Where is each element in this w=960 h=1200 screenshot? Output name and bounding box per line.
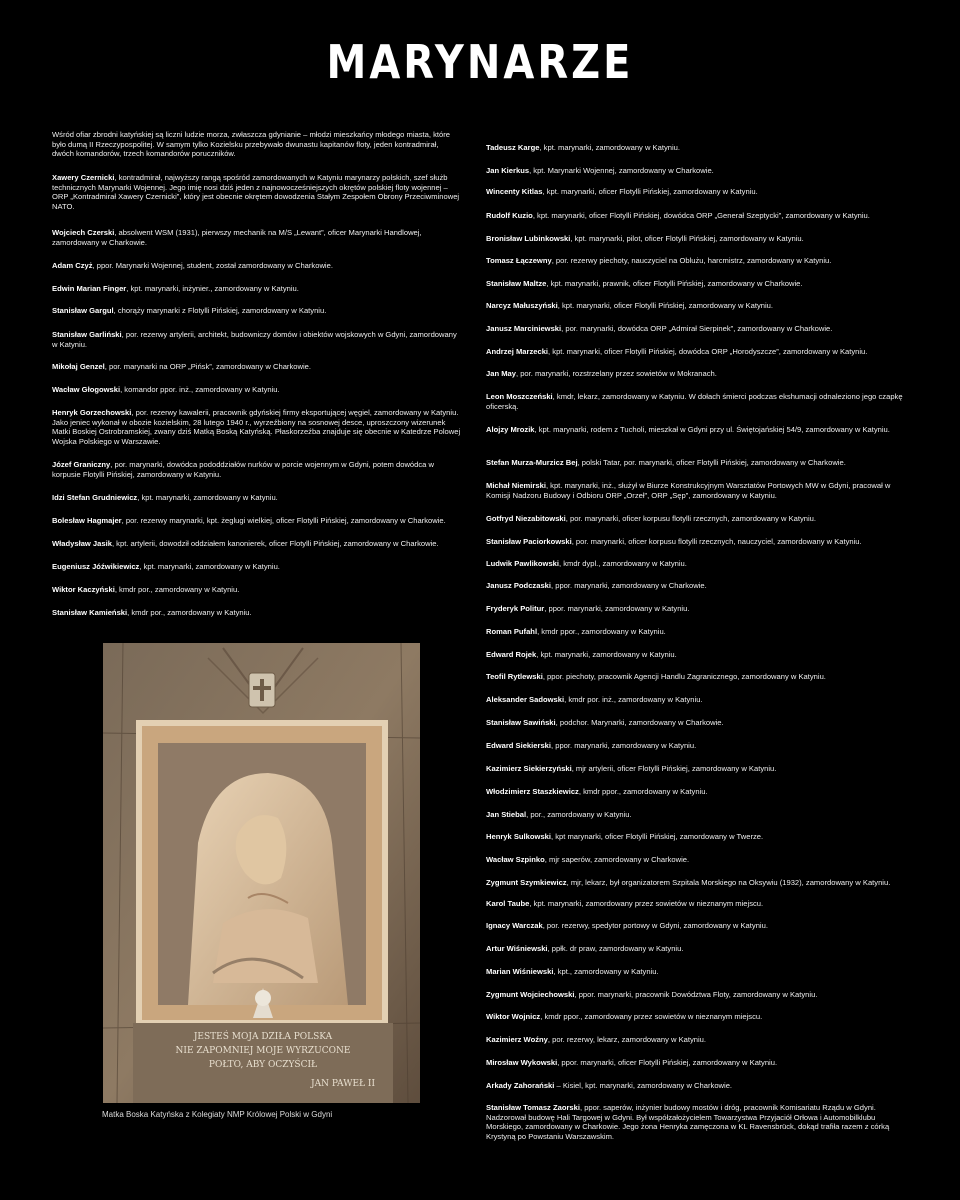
- person-name: Rudolf Kuzio: [486, 211, 533, 220]
- person-name: Artur Wiśniewski: [486, 944, 548, 953]
- person-name: Aleksander Sadowski: [486, 695, 565, 704]
- entry: [486, 810, 906, 820]
- entry-description: , kpt. marynarki, zamordowany w Katyniu.: [139, 562, 280, 571]
- person-name: Władysław Jasik: [52, 539, 112, 548]
- person-name: Bronisław Lubinkowski: [486, 234, 571, 243]
- person-name: Mirosław Wykowski: [486, 1058, 558, 1067]
- person-name: Janusz Marciniewski: [486, 324, 562, 333]
- entry: [52, 562, 462, 572]
- entry: [52, 261, 462, 271]
- person-name: Idzi Stefan Grudniewicz: [52, 493, 138, 502]
- entry-description: , kpt. marynarki, zamordowany przez sowietów w nieznanym miejscu.: [529, 899, 764, 908]
- entry: [486, 458, 906, 468]
- person-name: Kazimierz Woźny: [486, 1035, 548, 1044]
- entry: [52, 306, 462, 316]
- entry: [486, 921, 906, 931]
- person-name: Leon Moszczeński: [486, 392, 553, 401]
- person-name: Alojzy Mrozik: [486, 425, 535, 434]
- entry-description: , kmdr, lekarz, zamordowany w Katyniu. W dołach śmierci podczas ekshumacji odnaleziono jego czapkę oficerską.: [486, 392, 903, 411]
- person-name: Tomasz Łączewny: [486, 256, 552, 265]
- entry-description: , ppor. marynarki, zamordowany w Charkowie.: [551, 581, 707, 590]
- person-name: Jan Stiebal: [486, 810, 527, 819]
- entry-description: , chorąży marynarki z Flotylli Pińskiej, zamordowany w Katyniu.: [113, 306, 327, 315]
- person-name: Kazimierz Siekierzyński: [486, 764, 572, 773]
- person-name: Zygmunt Szymkiewicz: [486, 878, 567, 887]
- person-name: Stefan Murza-Murzicz Bej: [486, 458, 578, 467]
- entry: [486, 581, 906, 591]
- entry-description: , por. marynarki, oficer korpusu flotylli rzecznych, nauczyciel, zamordowany w Katyniu.: [571, 537, 862, 546]
- person-name: Roman Pufahl: [486, 627, 538, 636]
- entry: [486, 1012, 906, 1022]
- entry: [486, 256, 906, 266]
- entry: [52, 460, 462, 479]
- person-name: Arkady Zahorański: [486, 1081, 555, 1090]
- entry: [486, 832, 906, 842]
- person-name: Bolesław Hagmajer: [52, 516, 122, 525]
- entry-description: , ppor. saperów, inżynier budowy mostów i dróg, pracownik Komisariatu Rządu w Gdyni. Nadzorował budowę Hali Targowej w Gdyni. Był współzałożycielem Towarzystwa Przyjaciół Orłowa i Automobilklubu Morskiego, zamordowany w Charkowie. Jego żona Henryka zamęczona w KL Ravensbrück, dokąd trafiła razem z córką Krystyną po Powstaniu Warszawskim.: [486, 1103, 890, 1142]
- entry: [486, 899, 906, 909]
- entry-description: , kpt. marynarki, inżynier., zamordowany w Katyniu.: [126, 284, 299, 293]
- entry-description: , por. marynarki, oficer korpusu flotylli rzecznych, zamordowany w Katyniu.: [565, 514, 817, 523]
- person-name: Henryk Sulkowski: [486, 832, 551, 841]
- person-name: Wiktor Kaczyński: [52, 585, 115, 594]
- entry-description: , kmdr ppor., zamordowany w Katyniu.: [537, 627, 666, 636]
- person-name: Karol Taube: [486, 899, 530, 908]
- entry-description: , ppor. Marynarki Wojennej, student, został zamordowany w Charkowie.: [92, 261, 333, 270]
- inscription-line-1: JESTEŚ MOJA DZIŁA POLSKA: [193, 1032, 333, 1042]
- entry-description: , por. rezerwy, spedytor portowy w Gdyni, zamordowany w Katyniu.: [542, 921, 768, 930]
- entry: [486, 718, 906, 728]
- entry-description: , kpt. marynarki, oficer Flotylli Pińskiej, dowódca ORP „Horodyszcze”, zamordowany w Katyniu.: [548, 347, 868, 356]
- entry: [486, 143, 906, 153]
- entry: [52, 228, 462, 247]
- entry: [486, 234, 906, 244]
- entry-description: , kpt. Marynarki Wojennej, zamordowany w Charkowie.: [529, 166, 714, 175]
- entry-description: , kpt. marynarki, pilot, oficer Flotylli Pińskiej, zamordowany w Katyniu.: [570, 234, 804, 243]
- entry: [52, 539, 462, 549]
- entry-description: , por. marynarki na ORP „Pińsk”, zamordowany w Charkowie.: [104, 362, 311, 371]
- person-name: Wacław Szpinko: [486, 855, 545, 864]
- entry: [486, 787, 906, 797]
- person-name: Ludwik Pawlikowski: [486, 559, 560, 568]
- entry-description: , kpt marynarki, oficer Flotylli Pińskiej, zamordowany w Twerze.: [551, 832, 764, 841]
- entry: [486, 425, 906, 435]
- entry: [486, 211, 906, 221]
- person-name: Wojciech Czerski: [52, 228, 115, 237]
- person-name: Andrzej Marzecki: [486, 347, 549, 356]
- entry-description: , kpt., zamordowany w Katyniu.: [553, 967, 659, 976]
- entry: [486, 324, 906, 334]
- person-name: Michał Niemirski: [486, 481, 546, 490]
- entry: [486, 741, 906, 751]
- entry-description: , kontradmirał, najwyższy rangą spośród zamordowanych w Katyniu marynarzy polskich, szef służb technicznych Marynarki Wojennej. Jego imię nosi dziś jeden z najnowocześniejszych okrętów polskiej floty wojennej – ORP „Kontradmirał Xawery Czernicki”, który jest obecnie okrętem dowodzenia Stałym Zespołem Obrony Przeciwminowej NATO.: [52, 173, 460, 212]
- person-name: Xawery Czernicki: [52, 173, 115, 182]
- entry-description: , kpt. marynarki, inż., służył w Biurze Konstrukcyjnym Warsztatów Portowych MW w Gdyni, pracował w Komisji Nadzoru Budowy i Odbioru ORP „Orzeł”, ORP „Sęp”, zamordowany w Katyniu.: [486, 481, 891, 500]
- person-name: Tadeusz Karge: [486, 143, 540, 152]
- entry-description: , kpt. marynarki, zamordowany w Katyniu.: [539, 143, 680, 152]
- page-title: MARYNARZE: [326, 36, 634, 90]
- entry-description: , polski Tatar, por. marynarki, oficer Flotylli Pińskiej, zamordowany w Charkowie.: [577, 458, 846, 467]
- entry-description: , ppor. marynarki, oficer Flotylli Pińskiej, zamordowany w Katyniu.: [557, 1058, 778, 1067]
- entry: [486, 672, 906, 682]
- entry: [52, 284, 462, 294]
- entry-description: , kpt. marynarki, prawnik, oficer Flotylli Pińskiej, zamordowany w Charkowie.: [546, 279, 803, 288]
- entry-description: , absolwent WSM (1931), pierwszy mechanik na M/S „Lewant”, oficer Marynarki Handlowej, zamordowany w Charkowie.: [52, 228, 422, 247]
- person-name: Ignacy Warczak: [486, 921, 543, 930]
- person-name: Stanisław Tomasz Zaorski: [486, 1103, 580, 1112]
- relief-photo: [103, 643, 420, 1103]
- entry-description: , por. rezerwy marynarki, kpt. żeglugi wielkiej, oficer Flotylli Pińskiej, zamordowany w Charkowie.: [121, 516, 446, 525]
- person-name: Narcyz Małuszyński: [486, 301, 558, 310]
- right-column: [486, 0, 906, 1200]
- entry-description: , por. rezerwy kawalerii, pracownik gdyńskiej firmy eksportującej węgiel, zamordowany w Katyniu. Jako jeniec wykonał w obozie kozielskim, 28 lutego 1940 r., wyrzeźbiony na sosnowej desce, uproszczony wizerunek Matki Boskiej Ostrobramskiej, zwany dziś Matką Boską Katyńską. Płaskorzeźba znajduje się obecnie w Katedrze Polowej Wojska Polskiego w Warszawie.: [52, 408, 461, 447]
- person-name: Teofil Rytlewski: [486, 672, 543, 681]
- person-name: Eugeniusz Jóźwikiewicz: [52, 562, 140, 571]
- entry: [486, 764, 906, 774]
- entry: [486, 878, 906, 888]
- entry: [52, 385, 462, 395]
- person-name: Edwin Marian Finger: [52, 284, 127, 293]
- person-name: Stanisław Paciorkowski: [486, 537, 572, 546]
- person-name: Stanisław Sawiński: [486, 718, 556, 727]
- entry: [486, 1103, 906, 1142]
- entry-description: , kpt. marynarki, rodem z Tucholi, mieszkał w Gdyni przy ul. Świętojańskiej 54/9, zamordowany w Katyniu.: [534, 425, 890, 434]
- entry-description: , por. rezerwy, lekarz, zamordowany w Katyniu.: [547, 1035, 707, 1044]
- inscription-line-3: POŁTO, ABY OCZYŚCIŁ: [208, 1060, 318, 1070]
- entry-description: , ppor. piechoty, pracownik Agencji Handlu Zagranicznego, zamordowany w Katyniu.: [542, 672, 826, 681]
- entry-description: , kpt. marynarki, oficer Flotylli Pińskiej, zamordowany w Katyniu.: [542, 187, 758, 196]
- entry-description: – Kisiel, kpt. marynarki, zamordowany w Charkowie.: [554, 1081, 733, 1090]
- entry: [486, 604, 906, 614]
- entry: [486, 1058, 906, 1068]
- entry: [486, 537, 906, 547]
- entry-description: , ppłk. dr praw, zamordowany w Katyniu.: [547, 944, 684, 953]
- entry: [52, 493, 462, 503]
- person-name: Stanisław Maltze: [486, 279, 547, 288]
- entry: [52, 330, 462, 349]
- entry-description: , kpt. marynarki, zamordowany w Katyniu.: [536, 650, 677, 659]
- entry-description: , kmdr por., zamordowany w Katyniu.: [127, 608, 252, 617]
- entry: [486, 944, 906, 954]
- person-name: Mikołaj Genzel: [52, 362, 105, 371]
- entry: [486, 1035, 906, 1045]
- entry-description: , por. rezerwy artylerii, architekt, budowniczy domów i obiektów wojskowych w Gdyni, zamordowany w Katyniu.: [52, 330, 457, 349]
- inscription-line-4: JAN PAWEŁ II: [310, 1079, 376, 1089]
- person-name: Wacław Głogowski: [52, 385, 121, 394]
- entry: [486, 392, 906, 411]
- entry: [486, 347, 906, 357]
- entry: [486, 695, 906, 705]
- entry: [52, 362, 462, 372]
- person-name: Włodzimierz Staszkiewicz: [486, 787, 579, 796]
- person-name: Jan May: [486, 369, 516, 378]
- entry-description: , mjr artylerii, oficer Flotylli Pińskiej, zamordowany w Katyniu.: [571, 764, 777, 773]
- entry-description: , kmdr ppor., zamordowany przez sowietów w nieznanym miejscu.: [540, 1012, 763, 1021]
- person-name: Wiktor Wojnicz: [486, 1012, 541, 1021]
- entry: [52, 173, 462, 212]
- entry: [52, 516, 462, 526]
- entry: [52, 408, 462, 447]
- person-name: Zygmunt Wojciechowski: [486, 990, 575, 999]
- person-name: Józef Graniczny: [52, 460, 111, 469]
- entry-description: , ppor. marynarki, zamordowany w Katyniu.: [544, 604, 690, 613]
- entry: [486, 514, 906, 524]
- entry-description: , kpt. marynarki, zamordowany w Katyniu.: [137, 493, 278, 502]
- person-name: Edward Siekierski: [486, 741, 552, 750]
- entry: [486, 559, 906, 569]
- entry: [486, 279, 906, 289]
- person-name: Wincenty Kitlas: [486, 187, 543, 196]
- person-name: Stanisław Kamieński: [52, 608, 128, 617]
- inscription-line-2: NIE ZAPOMNIEJ MOJE WYRZUCONE: [175, 1046, 351, 1056]
- entry-description: , kmdr ppor., zamordowany w Katyniu.: [578, 787, 708, 796]
- entry: [486, 627, 906, 637]
- person-name: Janusz Podczaski: [486, 581, 551, 590]
- entry-description: , kpt. artylerii, dowodził oddziałem kanonierek, oficer Flotylli Pińskiej, zamordowany w Charkowie.: [111, 539, 439, 548]
- person-name: Stanisław Gargul: [52, 306, 114, 315]
- person-name: Gotfryd Niezabitowski: [486, 514, 566, 523]
- entry-description: , podchor. Marynarki, zamordowany w Charkowie.: [555, 718, 724, 727]
- entry-description: , komandor ppor. inż., zamordowany w Katyniu.: [120, 385, 280, 394]
- entry-description: , kmdr dypl., zamordowany w Katyniu.: [559, 559, 687, 568]
- person-name: Stanisław Garliński: [52, 330, 122, 339]
- entry: [52, 585, 462, 595]
- person-name: Adam Czyż: [52, 261, 93, 270]
- entry-description: , ppor. marynarki, zamordowany w Katyniu.: [551, 741, 697, 750]
- entry: [486, 369, 906, 379]
- entry-description: , por., zamordowany w Katyniu.: [526, 810, 632, 819]
- entry-description: , mjr saperów, zamordowany w Charkowie.: [544, 855, 690, 864]
- entry: [486, 166, 906, 176]
- entry-description: , ppor. marynarki, pracownik Dowództwa Floty, zamordowany w Katyniu.: [574, 990, 818, 999]
- person-name: Jan Kierkus: [486, 166, 530, 175]
- entry-description: , kmdr por. inż., zamordowany w Katyniu.: [564, 695, 703, 704]
- entry-description: , por. marynarki, dowódca ORP „Admirał Sierpinek”, zamordowany w Charkowie.: [561, 324, 833, 333]
- entry-description: , por. rezerwy piechoty, nauczyciel na Oblużu, harcmistrz, zamordowany w Katyniu.: [551, 256, 832, 265]
- entry-description: , por. marynarki, dowódca pododdziałów nurków w porcie wojennym w Gdyni, potem dowódca w korpusie Flotylli Pińskiej, zamordowany w Katyniu.: [52, 460, 434, 479]
- photo-caption: Matka Boska Katyńska z Kolegiaty NMP Królowej Polski w Gdyni: [102, 1110, 333, 1119]
- person-name: Edward Rojek: [486, 650, 537, 659]
- entry-description: Wśród ofiar zbrodni katyńskiej są liczni ludzie morza, zwłaszcza gdynianie – młodzi mieszkańcy młodego miasta, które było dumą II Rzeczypospolitej. W samym tylko Kozielsku przebywało dwunastu kapitanów floty, jeden kontradmirał, dwóch komandorów, trzech komandorów poruczników.: [52, 130, 450, 159]
- entry: [52, 608, 462, 618]
- entry: [486, 187, 906, 197]
- entry-description: , kpt. marynarki, oficer Flotylli Pińskiej, zamordowany w Katyniu.: [557, 301, 773, 310]
- entry-description: , por. marynarki, rozstrzelany przez sowietów w Mokranach.: [515, 369, 717, 378]
- entry: [486, 1081, 906, 1091]
- entry: [486, 967, 906, 977]
- entry-description: , kmdr por., zamordowany w Katyniu.: [114, 585, 240, 594]
- entry: [486, 481, 906, 500]
- person-name: Fryderyk Politur: [486, 604, 545, 613]
- entry-description: , kpt. marynarki, oficer Flotylli Pińskiej, dowódca ORP „Generał Szeptycki”, zamordowany w Katyniu.: [532, 211, 870, 220]
- entry: [486, 301, 906, 311]
- person-name: Marian Wiśniewski: [486, 967, 554, 976]
- entry: [486, 990, 906, 1000]
- entry: [486, 855, 906, 865]
- person-name: Henryk Gorzechowski: [52, 408, 132, 417]
- intro-paragraph: [52, 130, 462, 159]
- entry: [486, 650, 906, 660]
- entry-description: , mjr, lekarz, był organizatorem Szpitala Morskiego na Oksywiu (1932), zamordowany w Katyniu.: [566, 878, 891, 887]
